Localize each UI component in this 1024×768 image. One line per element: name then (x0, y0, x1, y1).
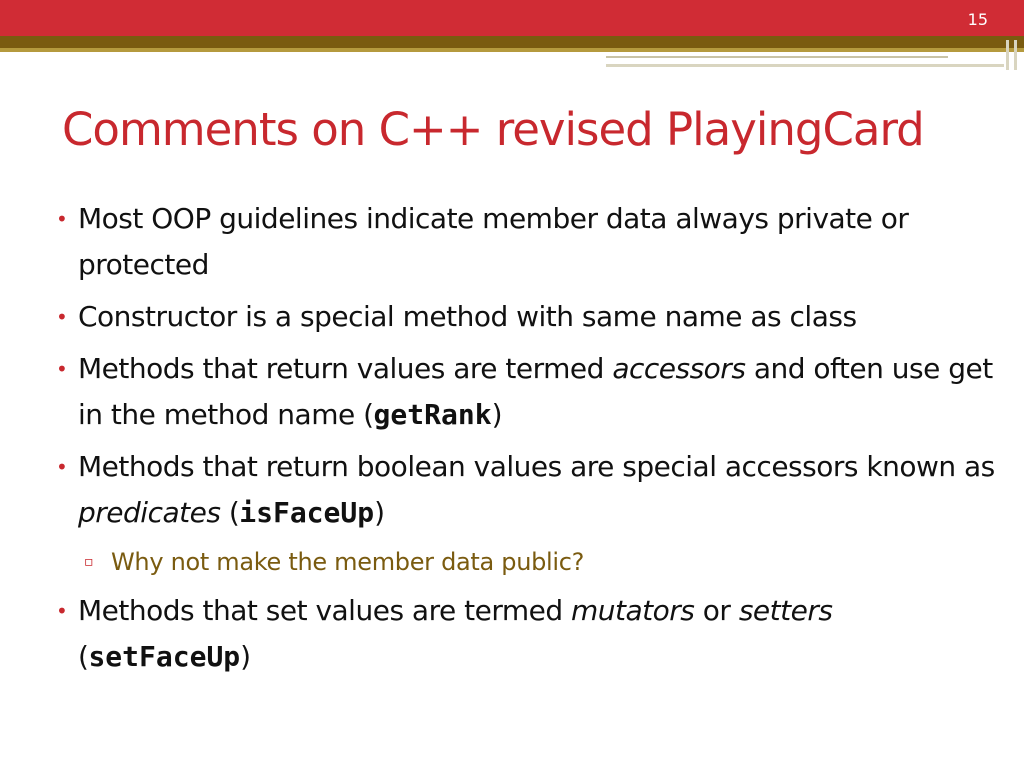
square-bullet-icon: ▫ (84, 554, 94, 570)
bullet-item (56, 346, 996, 438)
bullet-emphasis: mutators (571, 594, 695, 627)
bullet-marker-icon: • (56, 207, 68, 231)
bullet-marker-icon: • (56, 455, 68, 479)
slide-title: Comments on C++ revised PlayingCard (62, 103, 924, 156)
sub-bullet-item (56, 542, 996, 582)
code-term: setFaceUp (88, 640, 241, 673)
bullet-text: ) (374, 496, 385, 529)
bullet-emphasis: accessors (612, 352, 746, 385)
bullet-marker-icon: • (56, 357, 68, 381)
bullet-text: Methods that return values are termed (78, 352, 613, 385)
bullet-item (56, 196, 996, 288)
slide-number: 15 (967, 10, 988, 29)
bullet-text: Most OOP guidelines indicate member data always private or protected (78, 202, 909, 281)
header-accent-band (0, 36, 1024, 48)
bullet-item (56, 444, 996, 536)
header-accent-band-light (0, 48, 1024, 52)
bullet-item (56, 588, 996, 680)
bullet-text: or (694, 594, 739, 627)
bullet-text: Methods that set values are termed (78, 594, 572, 627)
bullet-text: ) (240, 640, 251, 673)
bullet-emphasis: predicates (78, 496, 221, 529)
bullet-marker-icon: • (56, 599, 68, 623)
bullet-list (56, 196, 996, 686)
bullet-text: ) (491, 398, 502, 431)
decorative-line (606, 56, 948, 58)
bullet-text: Methods that return boolean values are special accessors known as (78, 450, 995, 483)
bullet-emphasis: setters (738, 594, 833, 627)
decorative-line (606, 64, 1004, 67)
decorative-bar (1014, 40, 1017, 70)
header-bar (0, 0, 1024, 36)
code-term: getRank (373, 398, 492, 431)
bullet-item (56, 294, 996, 340)
decorative-bar (1006, 40, 1009, 70)
code-term: isFaceUp (239, 496, 375, 529)
bullet-text: ( (220, 496, 240, 529)
sub-bullet-text: Why not make the member data public? (111, 548, 585, 576)
bullet-text: Constructor is a special method with same name as class (78, 300, 857, 333)
bullet-text: and often use get in the method name ( (78, 352, 993, 431)
bullet-marker-icon: • (56, 305, 68, 329)
bullet-text: ( (78, 640, 89, 673)
